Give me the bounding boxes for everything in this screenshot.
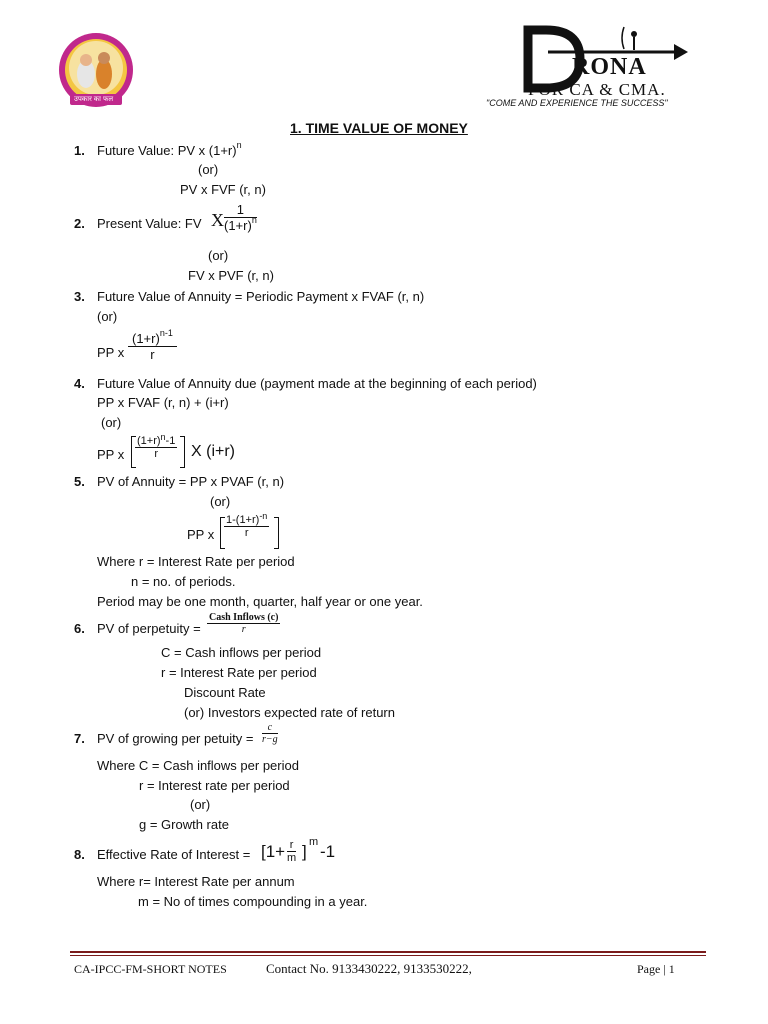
definition-line: n = no. of periods. [131,574,236,589]
or-text: (or) [210,494,231,509]
item-number: 7. [74,731,85,746]
formula-line: PV of perpetuity = [97,621,201,636]
formula-prefix: PP x [97,345,125,360]
formula-line: PV of growing per petuity = [97,731,254,746]
item-number: 1. [74,143,85,158]
right-bracket [180,436,185,468]
definition-line: C = Cash inflows per period [161,645,322,660]
formula-close: ] [302,842,307,861]
multiply-sign: X [211,210,224,230]
definition-line: Discount Rate [184,685,266,700]
or-text: (or) [101,415,122,430]
definition-line: r = Interest rate per period [139,778,290,793]
or-text: (or) [97,309,118,324]
item-number: 5. [74,474,85,489]
formula-prefix: PP x [97,447,125,462]
drona-logo [484,22,706,114]
definition-line: (or) Investors expected rate of return [184,705,395,720]
fraction: $\frac{1-(1+r)^{-n}}{r}$ [226,511,268,539]
definition-line: g = Growth rate [139,817,229,832]
footer-contact: Contact No. 9133430222, 9133530222, [266,961,472,976]
definition-line: Period may be one month, quarter, half year or one year. [97,594,423,609]
footer-rule [70,955,706,956]
fraction: $\frac{1}{(1+r)^n}$ [224,202,257,233]
formula-line: Future Value of Annuity = Periodic Payment x FVAF (r, n) [97,289,425,304]
definition-line: r = Interest Rate per period [161,665,317,680]
formula-prefix: PP x [187,527,215,542]
fraction: $\frac{(1+r)^n-1}{r}$ [137,432,176,460]
definition-line: Where C = Cash inflows per period [97,758,299,773]
item-number: 4. [74,376,85,391]
fraction: $\frac{(1+r)^{n-1}}{r}$ [128,331,177,362]
right-bracket [274,517,279,549]
or-text: (or) [208,248,229,263]
fraction: $\frac{r}{m}$ [287,839,297,864]
item-number: 6. [74,621,85,636]
footer-rule [70,951,706,953]
definition-line: m = No of times compounding in a year. [138,894,368,909]
formula-line: Present Value: FV [97,216,202,231]
definition-line: Where r= Interest Rate per annum [97,874,295,889]
seal-caption: उपकार का फल [74,96,114,103]
formula-line: FV x PVF (r, n) [188,268,274,283]
page-title: 1. TIME VALUE OF MONEY [290,120,468,136]
definition-line: Where r = Interest Rate per period [97,554,295,569]
or-text: (or) [198,162,219,177]
formula-line: PV x FVF (r, n) [180,182,266,197]
formula-line: Future Value of Annuity due (payment made at the beginning of each period) [97,376,537,391]
item-number: 2. [74,216,85,231]
item-number: 8. [74,847,85,862]
fraction: $\frac{c}{r-g}$ [262,722,278,745]
footer-course: CA-IPCC-FM-SHORT NOTES [74,962,227,976]
formula-tail: -1 [320,842,336,861]
formula-line: Effective Rate of Interest = [97,847,251,862]
definition-line: (or) [190,797,211,812]
brand-subtitle: FOR CA & CMA. [528,80,666,99]
formula-line: Future Value: PV x $(1+r)^n$ [97,140,242,158]
formula-open: [1+ [261,842,286,861]
institute-seal-logo [56,30,136,114]
formula-tail: X (i+r) [191,443,235,460]
brand-name: RONA [572,54,647,80]
item-number: 3. [74,289,85,304]
exponent: m [309,836,319,848]
brand-tagline: "COME AND EXPERIENCE THE SUCCESS" [486,98,668,108]
footer-page-number: Page | 1 [637,962,675,976]
fraction: Cash Inflows (c) r [209,612,279,635]
formula-line: PV of Annuity = PP x PVAF (r, n) [97,474,285,489]
formula-line: PP x FVAF (r, n) + (i+r) [97,395,229,410]
